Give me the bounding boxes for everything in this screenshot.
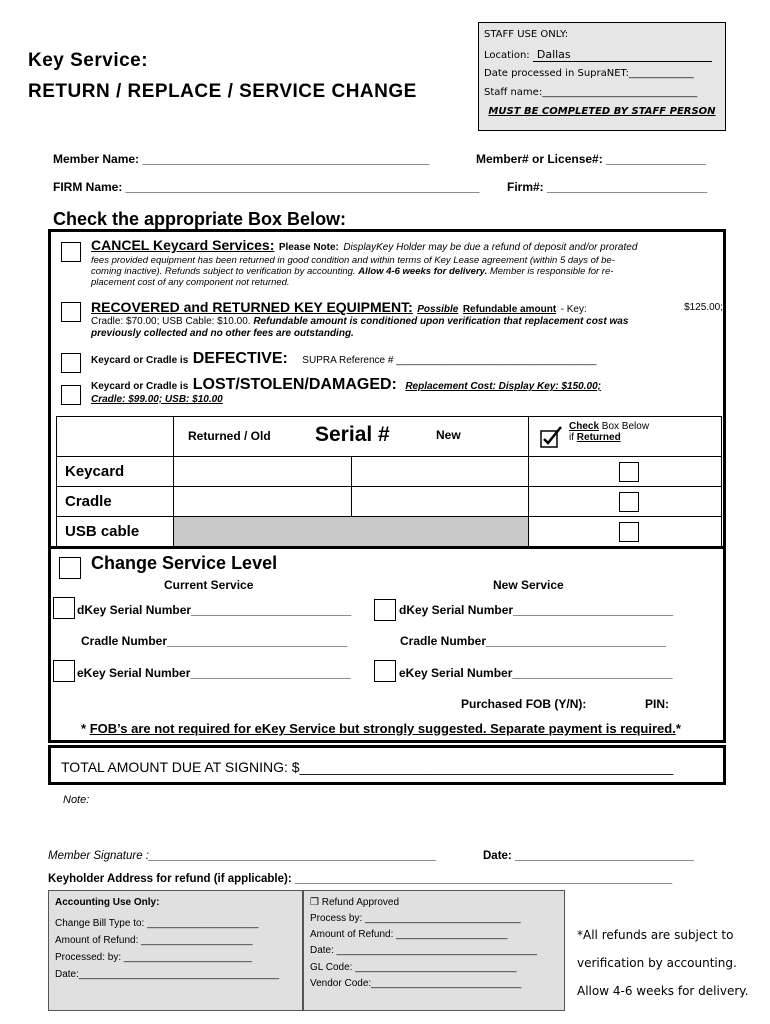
- keyholder-address-field[interactable]: Keyholder Address for refund (if applicable): ___________________________________________________________: [48, 873, 673, 885]
- cancel-text-2: fees provided equipment has been returned in good condition and within terms of Key Lease agreement (within 5 days of be-: [91, 255, 615, 266]
- form-title: Key Service:: [28, 50, 149, 71]
- check-box-heading: Check the appropriate Box Below:: [53, 209, 347, 229]
- refund-amount-2-field[interactable]: Amount of Refund: ____________________: [310, 929, 508, 940]
- refund-note-3: Allow 4-6 weeks for delivery.: [577, 984, 749, 998]
- cancel-section: [91, 237, 721, 288]
- note-label: Note:: [63, 794, 90, 806]
- row-label-usb: USB cable: [57, 517, 174, 547]
- cancel-text-3: coming inactive). Refunds subject to verification by accounting.: [91, 266, 356, 277]
- cradle-current-field[interactable]: Cradle Number___________________________: [81, 634, 348, 648]
- cancel-checkbox[interactable]: [61, 242, 81, 262]
- supra-reference-field[interactable]: SUPRA Reference # ____________________________________: [302, 355, 597, 366]
- recovered-line-3: previously collected and no other fees are outstanding.: [91, 328, 354, 339]
- cancel-text-3-row: [91, 266, 721, 277]
- signature-date-field[interactable]: Date: ____________________________: [483, 850, 695, 862]
- keycard-new-serial[interactable]: [351, 457, 529, 487]
- dkey-current-checkbox[interactable]: [53, 597, 75, 619]
- recovered-condition: Refundable amount is conditioned upon verification that replacement cost was: [253, 316, 629, 327]
- check-word: Check: [569, 421, 600, 432]
- refund-note-2: verification by accounting.: [577, 956, 737, 970]
- cancel-text-4: placement cost of any component not returned.: [91, 277, 290, 288]
- row-label-keycard: Keycard: [57, 457, 174, 487]
- cradle-returned-cell: [529, 487, 722, 517]
- lost-checkbox[interactable]: [61, 385, 81, 405]
- date-processed-field[interactable]: Date processed in SupraNET:_____________: [484, 68, 694, 79]
- lost-word: LOST/STOLEN/DAMAGED:: [192, 376, 397, 393]
- usb-serial-disabled: [174, 517, 529, 547]
- processed-by-field[interactable]: Processed: by: _______________________: [55, 952, 252, 963]
- lost-prefix: Keycard or Cradle is: [91, 381, 189, 392]
- serial-label: Serial #: [315, 423, 390, 446]
- change-bill-field[interactable]: Change Bill Type to: ____________________: [55, 918, 259, 929]
- ekey-new-field[interactable]: eKey Serial Number________________________: [399, 666, 673, 680]
- location-row: [484, 48, 712, 62]
- location-label: Location:: [484, 50, 530, 61]
- check-if: if: [569, 432, 574, 443]
- accounting-title: Accounting Use Only:: [55, 897, 160, 908]
- dkey-current-field[interactable]: dKey Serial Number________________________: [77, 603, 352, 617]
- keycard-returned-cell: [529, 457, 722, 487]
- defective-row: [91, 350, 596, 368]
- table-corner: [57, 417, 174, 457]
- table-row: [57, 457, 722, 487]
- firm-name-field[interactable]: FIRM Name: _____________________________________________________: [53, 180, 480, 194]
- location-field[interactable]: [533, 48, 712, 62]
- recovered-key: - Key:: [560, 304, 587, 315]
- cancel-text-3c: Member is responsible for re-: [489, 266, 614, 277]
- cancel-note-label: Please Note:: [278, 242, 339, 253]
- defective-prefix: Keycard or Cradle is: [91, 355, 189, 366]
- form-subtitle: RETURN / REPLACE / SERVICE CHANGE: [28, 81, 417, 102]
- staff-use-box: [478, 22, 726, 131]
- new-label: New: [436, 428, 461, 442]
- change-service-checkbox[interactable]: [59, 557, 81, 579]
- staff-name-field[interactable]: Staff name:_______________________________: [484, 87, 698, 98]
- member-license-field[interactable]: Member# or License#: _______________: [476, 152, 707, 166]
- serial-header: [174, 417, 529, 457]
- location-value: Dallas: [536, 48, 571, 61]
- recovered-section: [91, 299, 723, 340]
- purchased-fob-field[interactable]: Purchased FOB (Y/N):: [461, 697, 587, 711]
- table-row: [57, 517, 722, 547]
- lost-cost-2: Cradle: $99.00; USB: $10.00: [91, 394, 223, 405]
- serial-table: [56, 416, 722, 547]
- check-returned: Returned: [576, 432, 621, 443]
- new-service-label: New Service: [493, 578, 564, 592]
- keycard-old-serial[interactable]: [174, 457, 352, 487]
- cancel-title: CANCEL Keycard Services:: [91, 237, 275, 253]
- pin-field[interactable]: PIN:: [645, 697, 669, 711]
- service-change-box: [48, 549, 726, 743]
- row-label-cradle: Cradle: [57, 487, 174, 517]
- recovered-refundable: Refundable amount: [462, 304, 557, 315]
- recovered-possible: Possible: [417, 304, 459, 315]
- cradle-new-field[interactable]: Cradle Number___________________________: [400, 634, 667, 648]
- vendor-code-field[interactable]: Vendor Code:___________________________: [310, 978, 522, 989]
- dkey-new-checkbox[interactable]: [374, 599, 396, 621]
- cradle-returned-checkbox[interactable]: [619, 492, 639, 512]
- lost-cost: Replacement Cost: Display Key: $150.00;: [405, 381, 601, 392]
- check-instructions: [569, 421, 649, 443]
- member-signature-field[interactable]: Member Signature :_____________________________________________: [48, 850, 437, 862]
- refund-approved-checkbox[interactable]: ❒ Refund Approved: [310, 897, 400, 908]
- fob-note-text: FOB’s are not required for eKey Service but strongly suggested. Separate payment is required.: [89, 721, 676, 736]
- dkey-new-field[interactable]: dKey Serial Number________________________: [399, 603, 674, 617]
- recovered-title: RECOVERED and RETURNED KEY EQUIPMENT:: [91, 299, 413, 315]
- fob-note: [81, 721, 681, 736]
- check-box-below: Box Below: [601, 421, 650, 432]
- recovered-checkbox[interactable]: [61, 302, 81, 322]
- cancel-text-1: DisplayKey Holder may be due a refund of deposit and/or prorated: [343, 242, 638, 253]
- cradle-old-serial[interactable]: [174, 487, 352, 517]
- refund-note-1: *All refunds are subject to: [577, 928, 734, 942]
- member-name-field[interactable]: Member Name: ___________________________________________: [53, 152, 430, 166]
- options-box: [48, 229, 726, 549]
- firm-number-field[interactable]: Firm#: ________________________: [507, 180, 708, 194]
- staff-use-title: STAFF USE ONLY:: [484, 29, 569, 40]
- table-row: [57, 487, 722, 517]
- approval-date-field[interactable]: Date: ____________________________________: [310, 945, 537, 956]
- recovered-amounts: Cradle: $70.00; USB Cable: $10.00.: [91, 316, 251, 327]
- usb-returned-cell: [529, 517, 722, 547]
- cancel-delivery-note: Allow 4-6 weeks for delivery.: [358, 266, 488, 277]
- defective-checkbox[interactable]: [61, 353, 81, 373]
- accounting-box: [48, 890, 303, 1011]
- cradle-new-serial[interactable]: [351, 487, 529, 517]
- returned-old-label: Returned / Old: [188, 429, 271, 443]
- lost-section: [91, 376, 601, 405]
- recovered-key-amount: $125.00;: [684, 302, 723, 313]
- check-header: [529, 417, 722, 457]
- defective-word: DEFECTIVE:: [192, 350, 288, 367]
- process-by-field[interactable]: Process by: ____________________________: [310, 913, 521, 924]
- total-box: [48, 745, 726, 785]
- usb-returned-checkbox[interactable]: [619, 522, 639, 542]
- current-service-label: Current Service: [164, 578, 254, 592]
- fob-note-star: *: [81, 721, 87, 736]
- refund-approval-box: [303, 890, 565, 1011]
- keycard-returned-checkbox[interactable]: [619, 462, 639, 482]
- change-service-title: Change Service Level: [91, 553, 278, 573]
- ekey-current-checkbox[interactable]: [53, 660, 75, 682]
- refund-amount-field[interactable]: Amount of Refund: ____________________: [55, 935, 253, 946]
- gl-code-field[interactable]: GL Code: _____________________________: [310, 962, 517, 973]
- ekey-current-field[interactable]: eKey Serial Number________________________: [77, 666, 351, 680]
- recovered-line-2: [91, 316, 723, 328]
- ekey-new-checkbox[interactable]: [374, 660, 396, 682]
- checkbox-pencil-icon: [539, 425, 565, 449]
- fob-note-star-end: *: [675, 721, 681, 736]
- must-complete-note: MUST BE COMPLETED BY STAFF PERSON: [488, 106, 716, 117]
- accounting-date-field[interactable]: Date:____________________________________: [55, 969, 280, 980]
- total-amount-field[interactable]: TOTAL AMOUNT DUE AT SIGNING: $________________________________________________: [61, 759, 674, 775]
